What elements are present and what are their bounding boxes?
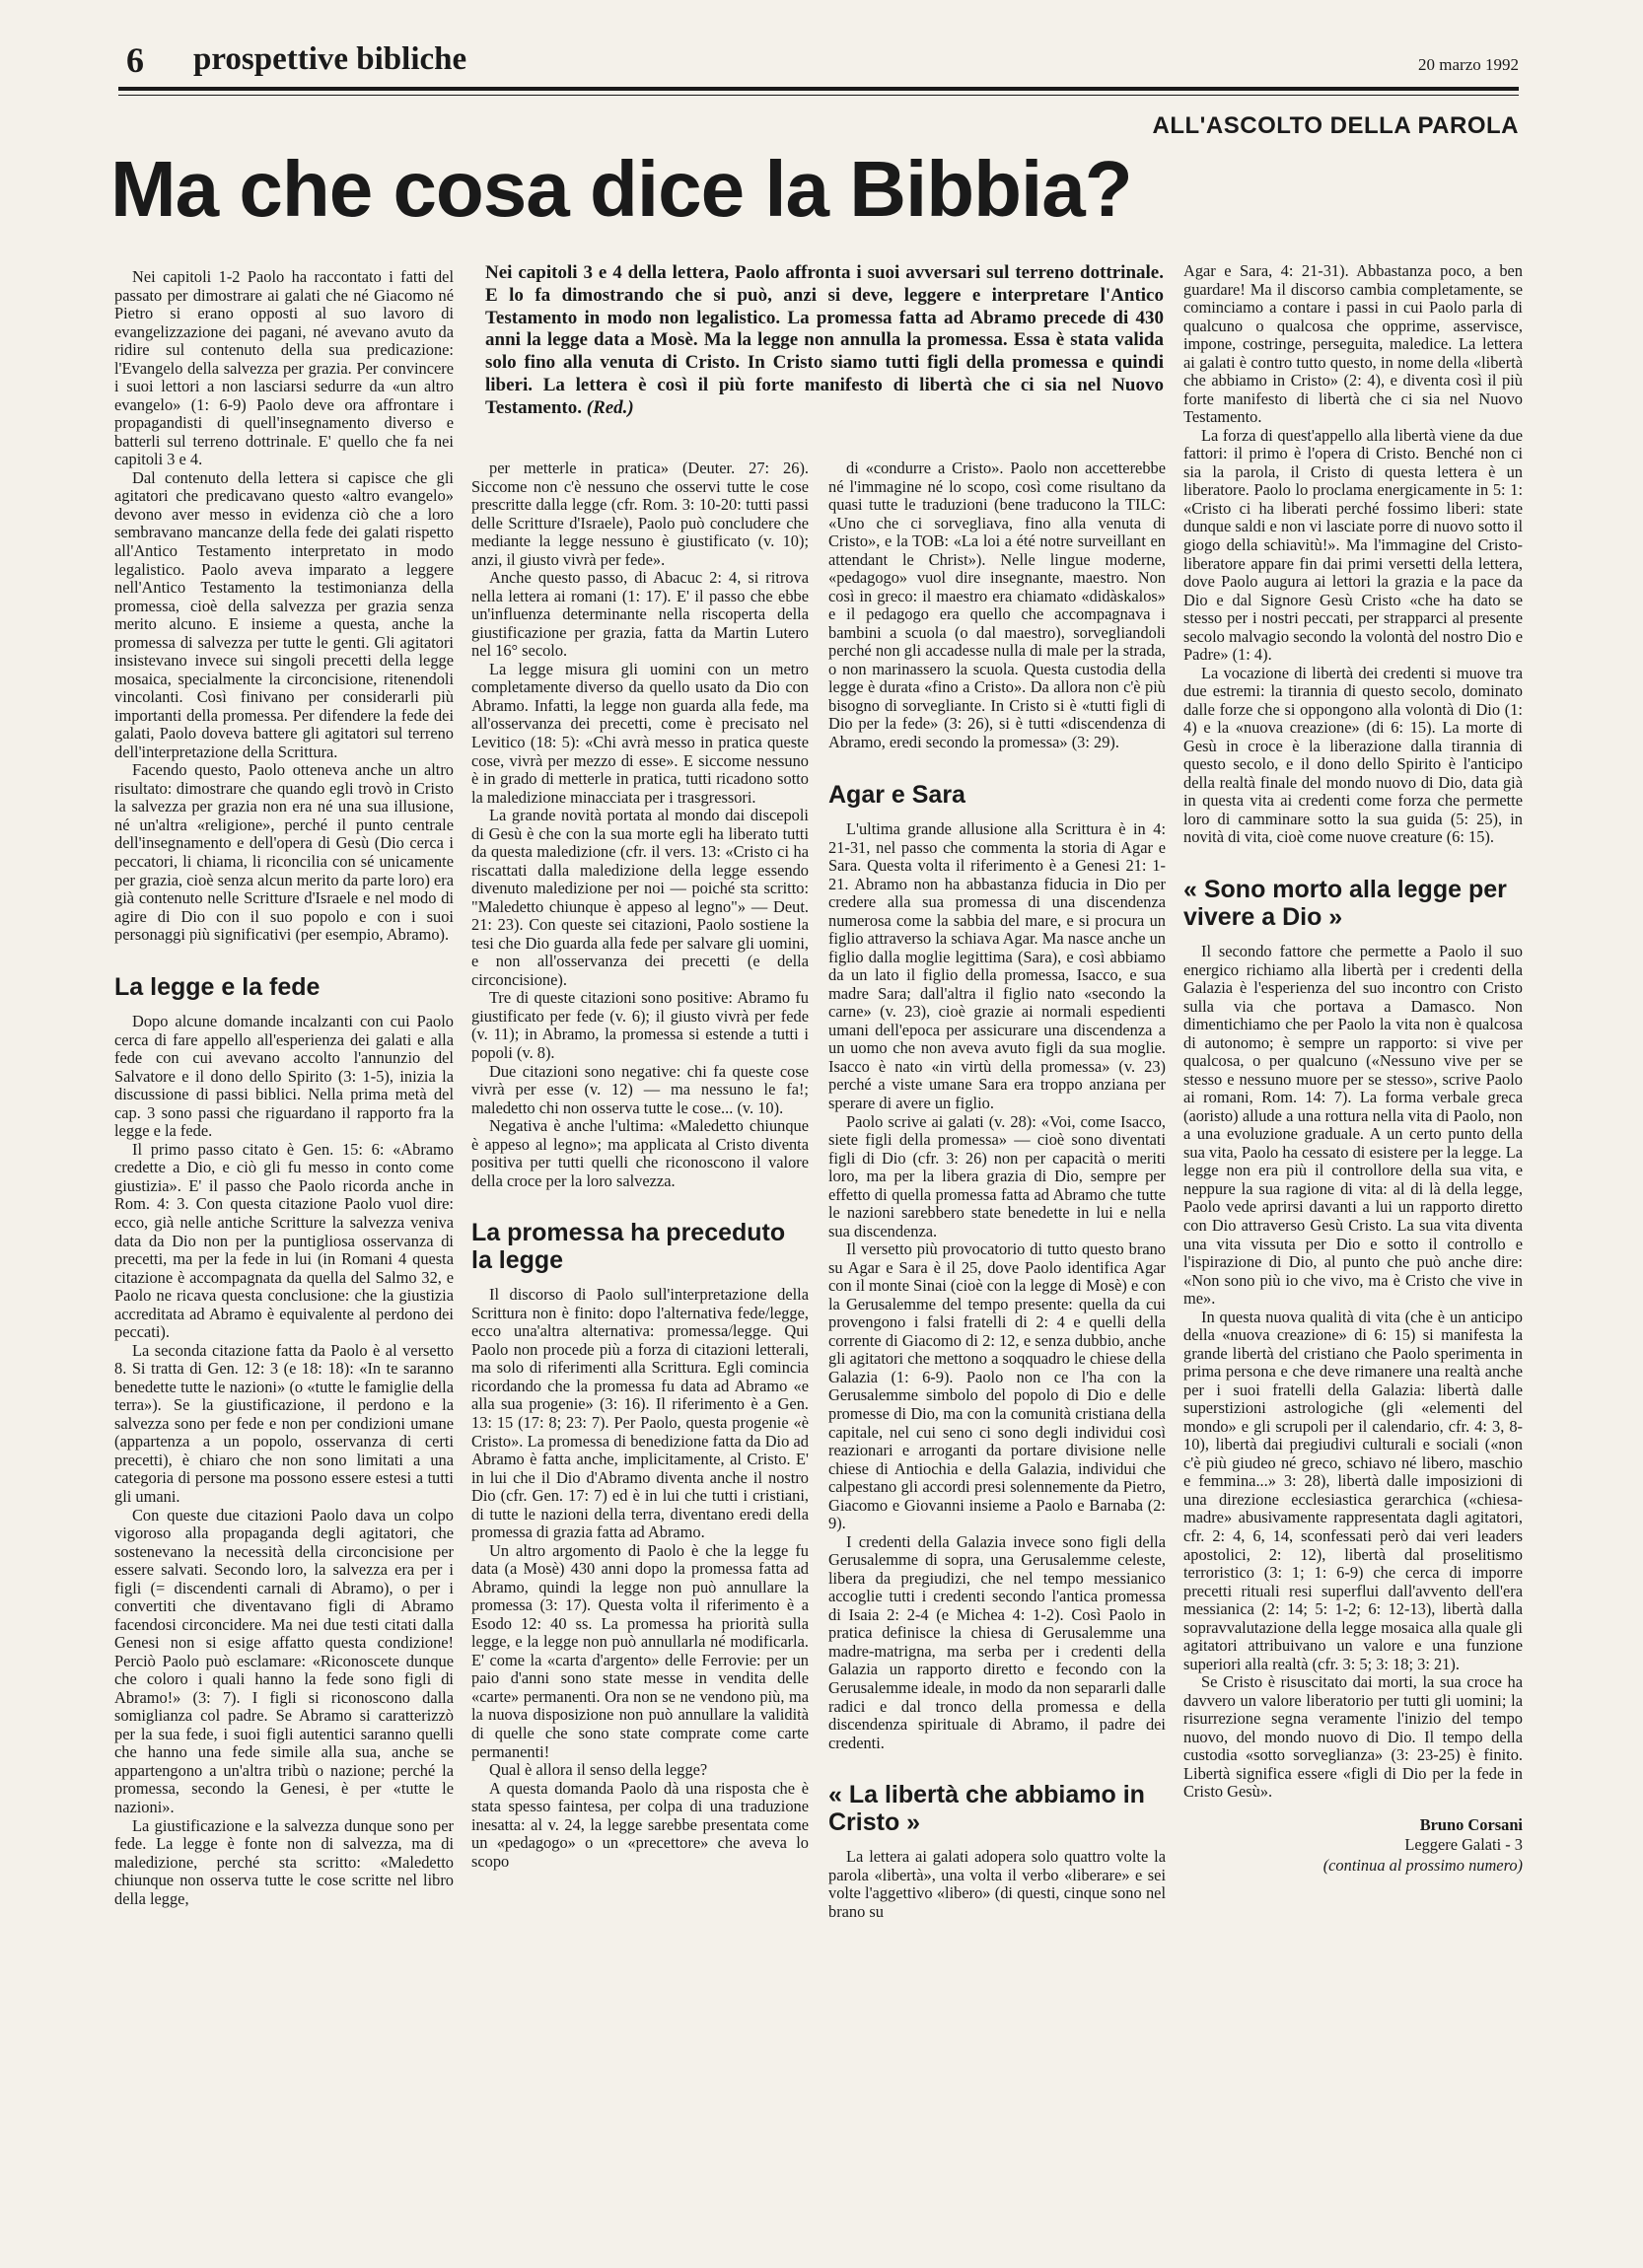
paragraph: Dopo alcune domande incalzanti con cui Paolo cerca di fare appello all'esperienza dei galati e alla fede con cui avevano accolto l'annunzio del Salvatore e il dono dello Spirito (3: 1-5), inizia la discussione di passi biblici. Nella prima metà del cap. 3 sono passi che riguardano il rapporto fra la legge e la fede. [114,1012,454,1141]
lead-credit: (Red.) [586,396,634,418]
paragraph: Tre di queste citazioni sono positive: Abramo fu giustificato per fede (v. 6); il giusto vivrà per fede (v. 11); in Abramo, la promessa si estende a tutti i popoli (v. 8). [471,988,809,1062]
subheading: La legge e la fede [114,972,321,1001]
paragraph: In questa nuova qualità di vita (che è un anticipo della «nuova creazione» di 6: 15) si manifesta la grande libertà del cristiano che Paolo sperimenta in prima persona e che deve rimanere una realtà anche per i suoi fratelli della Galazia: libertà dalle superstizioni astrologiche (gli «elementi del mondo» e gli scrupoli per il calendario, cfr. 4: 3, 8-10), libertà dai pregiudivi culturali e sociali («non c'è più giudeo né greco, schiavo né libero, maschio e femmina...» 3: 28), libertà dalle imposizioni di una direzione ecclesiastica gerarchica («chiesa-madre» abusivamente rappresentata dagli agitatori, cfr. 2: 4, 6, 14, sconfessati però dai veri leaders apostolici, 2: 12), libertà dal proselitismo terroristico (3: 1; 1: 6-9) che cerca di imporre precetti rituali resi superflui dall'avvento dell'era messianica (2: 14; 5: 1-2; 6: 12-13), libertà dalla sopravvalutazione della legge mosaica alla quale gli agitatori attribuivano un valore e una funzione superiori alla realtà (cfr. 3: 5; 3: 18; 3: 21). [1183,1307,1523,1673]
headline: Ma che cosa dice la Bibbia? [110,145,1132,233]
paragraph: Con queste due citazioni Paolo dava un colpo vigoroso alla propaganda degli agitatori, che sostenevano la necessità della circoncisione per essere salvati. Secondo loro, la salvezza era per i figli (= discendenti carnali di Abramo), o per i convertiti che diventavano figli di Abramo facendosi circoncidere. Ma nei due testi citati dalla Genesi non si esige affatto questa condizione! Perciò Paolo può esclamare: «Riconoscete dunque che coloro i quali hanno la fede sono figli di Abramo!» (3: 7). I figli si riconoscono dalla somiglianza col padre. Se Abramo si caratterizzò per la sua fede, i suoi figli autentici saranno quelli che hanno una fede simile alla sua, anche se appartengono a un'altra tribù o nazione; perché la promessa, secondo la Genesi, è per «tutte le nazioni». [114,1505,454,1816]
publication-title: prospettive bibliche [193,41,467,77]
lead-text: Nei capitoli 3 e 4 della lettera, Paolo affronta i suoi avversari sul terreno dottrinale. E lo fa dimostrando che si può, anzi si deve, leggere e interpretare l'Antico Testamento in modo non legalistico. La promessa fatta ad Abramo precede di 430 anni la legge data a Mosè. Ma la legge non annulla la promessa. Essa è stata valida solo fino alla venuta di Cristo. In Cristo siamo tutti figli della promessa e quindi liberi. La lettera è così il più forte manifesto di libertà che ci sia nel Nuovo Testamento. [485,262,1164,418]
paragraph: Agar e Sara, 4: 21-31). Abbastanza poco, a ben guardare! Ma il discorso cambia completamente, se cominciamo a contare i passi in cui Paolo parla di qualcuno o qualcosa che opprime, asservisce, impone, costringe, perseguita, maledice. La lettera ai galati è contro tutto questo, in nome della «libertà che abbiamo in Cristo» (2: 4), e diventa così il più forte manifesto di libertà che ci sia nel Nuovo Testamento. [1183,261,1523,427]
paragraph: Se Cristo è risuscitato dai morti, la sua croce ha davvero un valore liberatorio per tutti gli uomini; la risurrezione segna veramente l'inizio del tempo nuovo, del mondo nuovo di Dio. Il tempo della custodia «sotto sorveglianza» (3: 23-25) è finito. Libertà significa essere «figli di Dio per la fede in Cristo Gesù». [1183,1672,1523,1802]
column-3 [828,460,1166,1921]
paragraph: Nei capitoli 1-2 Paolo ha raccontato i fatti del passato per dimostrare ai galati che né Giacomo né Pietro si erano opposti al suo lavoro di evangelizzazione dei pagani, né avevano avuto da ridire sul contenuto della sua predicazione: l'Evangelo della salvezza per grazia. Per convincere i suoi lettori a non lasciarsi sedurre da «un altro evangelo» (1: 6-9) Paolo deve ora affrontare i propagandisti di quell'insegnamento diverso e batterli sul terreno dottrinale. E' quello che fa nei capitoli 3 e 4. [114,267,454,469]
paragraph: L'ultima grande allusione alla Scrittura è in 4: 21-31, nel passo che commenta la storia di Agar e Sara. Questa volta il riferimento è a Genesi 21: 1-21. Abramo non ha abbastanza fiducia in Dio per credere alla sua promessa di una discendenza numerosa come la sabbia del mare, e si procura un figlio attraverso la schiava Agar. Ma nasce anche un figlio dalla moglie legittima (Sara), e così abbiamo da un lato il figlio della promessa, Isacco, e sua madre Sara; dall'altra il figlio nato «secondo la carne» (v. 23), cioè grazie ai normali espedienti umani dell'epoca per assicurare una discendenza a un uomo che non aveva avuto figli da sua moglie. Isacco è nato «in virtù della promessa» (v. 23) perché a viste umane Sara era troppo anziana per sperare di avere un figlio. [828,819,1166,1112]
column-4 [1183,262,1523,1876]
paragraph: Due citazioni sono negative: chi fa queste cose vivrà per esse (v. 12) — ma nessuno le fa!; maledetto chi non osserva tutte le cose... (v. 10). [471,1061,809,1117]
subheading: « La libertà che abbiamo in Cristo » [828,1781,1145,1836]
issue-date: 20 marzo 1992 [1418,55,1519,74]
paragraph: di «condurre a Cristo». Paolo non accetterebbe né l'immagine né lo scopo, così come risultano da quasi tutte le traduzioni (bene traducono la TILC: «Uno che ci sorvegliava, fino alla venuta di Cristo», e la TOB: «La loi a été notre surveillant en attendant le Christ»). Nelle lingue moderne, «pedagogo» vuol dire insegnante, maestro. Non così in greco: il maestro era chiamato «didàskalos» e il pedagogo era quello che accompagnava i bambini a scuola (o dal maestro), sorvegliandoli perché non gli accadesse nulla di male per la strada, o non marinassero la scuola. Questa custodia della legge è durata «fino a Cristo». Da allora non c'è più bisogno di sorvegliante. In Cristo si è «tutti figli di Dio per la fede» (3: 26), si è tutti «discendenza di Abramo, eredi secondo la promessa» (3: 29). [828,459,1166,751]
paragraph: La vocazione di libertà dei credenti si muove tra due estremi: la tirannia di questo secolo, dominato dalle forze che si oppongono alla volontà di Dio (1: 4) e la «nuova creazione» (di 6: 15). La morte di Gesù in croce è la liberazione dalla tirannia di questo secolo, e il dono dello Spirito è l'anticipo della realtà finale del mondo nuovo di Dio, data già in questa vita ai credenti come forza che permette loro di camminare sotto la sua guida (5: 25), in novità di vita, cioè come nuove creature (6: 15). [1183,663,1523,847]
continued-note: (continua al prossimo numero) [1322,1855,1523,1875]
section-kicker: ALL'ASCOLTO DELLA PAROLA [1152,112,1519,139]
paragraph: La giustificazione e la salvezza dunque sono per fede. La legge è fonte non di salvezza, ma di maledizione, perché sta scritto: «Maledetto chiunque non osserva tutte le cose scritte nel libro della legge, [114,1815,454,1908]
paragraph: Il primo passo citato è Gen. 15: 6: «Abramo credette a Dio, e ciò gli fu messo in conto come giustizia». E' il passo che Paolo ricorda anche in Rom. 4: 3. Con questa citazione Paolo vuol dire: ecco, già nelle antiche Scritture la salvezza veniva data da Dio non per la puntigliosa osservanza di precetti, ma per la fede in lui (in Romani 4 questa citazione è accompagnata da quella del Salmo 32, e Paolo ne ricava questa conclusione: che la giustizia accreditata ad Abramo è equivalente al perdono dei peccati). [114,1139,454,1342]
masthead-rule [118,87,1519,91]
paragraph: La lettera ai galati adopera solo quattro volte la parola «libertà», una volta il verbo «liberare» e sei volte l'aggettivo «libero» (di questi, cinque sono nel brano su [828,1847,1166,1921]
signature-block [1183,1815,1523,1877]
lead-paragraph [485,262,1164,420]
paragraph: Un altro argomento di Paolo è che la legge fu data (a Mosè) 430 anni dopo la promessa fatta ad Abramo, quindi la legge non può annullare la promessa (3: 17). Questa volta il riferimento è a Esodo 12: 40 ss. La promessa ha priorità sulla legge, e la legge non può annullarla né modificarla. E' come la «carta d'argento» delle Ferrovie: per un paio d'anni sono state messe in vendita delle «carte» permanenti. Ora non se ne vendono più, ma la nuova disposizione non può annullare la validità di quelle che sono state comprate come carte permanenti! [471,1540,809,1761]
paragraph: Negativa è anche l'ultima: «Maledetto chiunque è appeso al legno»; ma applicata al Cristo diventa positiva per tutti quelli che riconoscono il valore della croce per la loro salvezza. [471,1116,809,1190]
paragraph: Paolo scrive ai galati (v. 28): «Voi, come Isacco, siete figli della promessa» — cioè sono diventati figli di Dio (cfr. 3: 26) non per capacità o meriti loro, ma per la libera grazia di Dio, sempre per effetto di quella promessa fatta ad Abramo che tutte le nazioni sarebbero state benedette in lui e nella sua discendenza. [828,1111,1166,1240]
paragraph: A questa domanda Paolo dà una risposta che è stata spesso faintesa, per colpa di una traduzione inesatta: al v. 24, la legge sarebbe presentata come un «pedagogo» o un «precettore» che aveva lo scopo [471,1778,809,1871]
page-number: 6 [126,40,144,80]
subheading: La promessa ha preceduto la legge [471,1219,786,1274]
paragraph: Anche questo passo, di Abacuc 2: 4, si ritrova nella lettera ai romani (1: 17). E' il passo che ebbe un'influenza determinante nella riscoperta della giustificazione per grazia, fatta da Martin Lutero nel 16° secolo. [471,568,809,661]
masthead-rule-thin [118,95,1519,96]
paragraph: Il discorso di Paolo sull'interpretazione della Scrittura non è finito: dopo l'alternativa fede/legge, ecco una'altra alternativa: promessa/legge. Qui Paolo non procede più a forza di citazioni letterali, ma solo di riferimenti alla Scrittura. Egli comincia ricordando che la promessa fu data ad Abramo «e alla sua progenie» (3: 16). Il riferimento è a Gen. 13: 15 (17: 8; 23: 7). Per Paolo, questa progenie «è Cristo». La promessa di benedizione fatta da Dio ad Abramo è fatta anche, implicitamente, al Cristo. E' in lui che il Dio d'Abramo diventa anche il nostro Dio (cfr. Gen. 17: 7) ed è in lui che tutti i cristiani, di tutte le nazioni della terra, diventano eredi della promessa di grazia fatta ad Abramo. [471,1285,809,1542]
paragraph: La seconda citazione fatta da Paolo è al versetto 8. Si tratta di Gen. 12: 3 (e 18: 18): «In te saranno benedette tutte le nazioni» (o «tutte le famiglie della terra»). Se la giustificazione, il perdono e la salvezza sono per fede e non per condizioni umane (appartenza a un popolo, osservanza di certi precetti), è chiaro che non sono limitati a una categoria di persone ma possono essere estesi a tutti gli umani. [114,1340,454,1506]
paragraph: La grande novità portata al mondo dai discepoli di Gesù è che con la sua morte egli ha liberato tutti da questa maledizione (cfr. il vers. 13: «Cristo ci ha riscattati dalla maledizione della legge essendo divenuto maledizione per noi — poiché sta scritto: "Maledetto chiunque è appeso al legno"» — Deut. 21: 23). Con queste sei citazioni, Paolo sostiene la tesi che Dio guarda alla fede per salvare gli uomini, e non all'osservanza dei precetti (e della circoncisione). [471,806,809,989]
paragraph: Qual è allora il senso della legge? [489,1760,708,1780]
paragraph: Il versetto più provocatorio di tutto questo brano su Agar e Sara è il 25, dove Paolo identifica Agar con il monte Sinai (cioè con la legge di Mosè) e con la Gerusalemme del tempo presente: quella da cui provengono i falsi fratelli di 2: 4 e quelli della corrente di Giacomo di 2: 12, e senza dubbio, anche gli agitatori che mettono a soqquadro le chiese della Galazia (1: 6-9). Paolo non ce l'ha con la Gerusalemme simbolo del popolo di Dio e delle promesse di Dio, ma con la comunità cristiana della capitale, nel cui seno ci sono degli individui così reazionari e arroganti da portare divisione nelle chiese di Antiochia e della Galazia, individui che calpestano gli accordi presi solennemente da Pietro, Giacomo e Giovanni insieme a Paolo e Barnaba (2: 9). [828,1240,1166,1533]
author-name: Bruno Corsani [1419,1814,1523,1834]
column-1 [114,268,454,1908]
column-2 [471,460,809,1871]
paragraph: La forza di quest'appello alla libertà viene da due fattori: il primo è l'opera di Cristo. Benché non ci sia la parola, il Cristo di questa lettera è un liberatore. Paolo lo proclama energicamente in 5: 1: «Cristo ci ha liberati perché fossimo liberi: state dunque saldi e non vi lasciate porre di nuovo sotto il giogo della schiavitù!». Ma l'immagine del Cristo-liberatore appare fin dai primi versetti della lettera, dove Paolo augura ai lettori la grazia e la pace da Dio e dal Signore Gesù Cristo «che ha dato se stesso per i nostri peccati, per strapparci al presente secolo malvagio secondo la volontà del nostro Dio e Padre» (1: 4). [1183,425,1523,665]
subheading: Agar e Sara [828,780,965,809]
paragraph: I credenti della Galazia invece sono figli della Gerusalemme di sopra, una Gerusalemme celeste, libera da pregiudizi, che nel tempo messianico accoglie tutti i credenti secondo l'antica promessa di Isaia 2: 2-4 (e Michea 4: 1-2). Così Paolo in pratica definisce la chiesa di Gerusalemme una madre-matrigna, ma serba per i credenti della Galazia un rapporto diretto e fecondo con la Gerusalemme ideale, in modo da non separarli dalle radici e dal tronco della promessa e della discendenza spirituale di Abramo, il padre dei credenti. [828,1531,1166,1752]
masthead [118,35,1519,87]
subheading: « Sono morto alla legge per vivere a Dio » [1183,876,1507,931]
paragraph: Il secondo fattore che permette a Paolo il suo energico richiamo alla libertà per i credenti della Galazia è l'esperienza del suo incontro con Cristo sulla via che portava a Damasco. Non dimentichiamo che per Paolo la vita non è qualcosa di autonomo; è sempre un rapporto: si vive per qualcosa, o per qualcuno («Nessuno vive per se stesso e nessuno muore per se stesso», scrive Paolo ai romani, Rom. 14: 7). La forma verbale greca (aoristo) allude a una rottura nella vita di Paolo, non a una evoluzione graduale. A un certo punto della sua vita, Paolo ha cessato di esistere per la legge. La legge non era più il controllore della sua vita, e neppure la sua ragione di vita: al di là della legge, Paolo vede aprirsi davanti a lui un rapporto diretto con Dio attraverso Gesù Cristo. La sua vita diventa una vita vissuta per Dio e sotto il controllo e l'ispirazione di Dio, al punto che può anche dire: «Non sono più io che vivo, ma è Cristo che vive in me». [1183,942,1523,1309]
paragraph: Dal contenuto della lettera si capisce che gli agitatori che predicavano questo «altro evangelo» devono aver messo in evidenza ciò che a loro sembravano mancanze della fede dei galati rispetto all'Antico Testamento interpretato in modo legalistico. Paolo aveva imparato a leggere nell'Antico Testamento la testimonianza della promessa, cioè della salvezza per grazia senza merito alcuno. E insieme a questa, anche la promessa di salvezza per tutte le genti. Gli agitatori insistevano invece sui singoli precetti della legge mosaica, specialmente la circoncisione, ritenendoli vincolanti. Così finivano per considerarli più importanti della promessa. Per difendere la fede dei galati, Paolo doveva battere gli agitatori sul terreno dell'interpretazione della Scrittura. [114,467,454,761]
series-label: Leggere Galati - 3 [1404,1835,1523,1855]
paragraph: per metterle in pratica» (Deuter. 27: 26). Siccome non c'è nessuno che osservi tutte le cose prescritte dalla legge (cfr. Rom. 3: 10-20: tutti passi delle Scritture d'Israele), Paolo può concludere che mediante la legge nessuno è giustificato (v. 10); anzi, il giusto vivrà per fede». [471,459,809,569]
paragraph: Facendo questo, Paolo otteneva anche un altro risultato: dimostrare che quando egli trovò in Cristo la salvezza per grazia non era né una sua illusione, né un'altra «religione», perché il punto centrale dell'insegnamento e dell'opera di Gesù (Dio cerca i peccatori, li chiama, li riconcilia con sé unicamente per grazia, cioè senza alcun merito da parte loro) era già contenuto nelle Scritture d'Israele e nel modo di agire di Dio con il suo popolo e con i suoi personaggi più significativi (per esempio, Abramo). [114,760,455,945]
paragraph: La legge misura gli uomini con un metro completamente diverso da quello usato da Dio con Abramo. Infatti, la legge non guarda alla fede, ma all'osservanza dei precetti, come è precisato nel Levitico (18: 5): «Chi avrà messo in pratica queste cose, vivrà per mezzo di esse». E siccome nessuno è in grado di metterle in pratica, tutti ricadono sotto la maledizione minacciata per i trasgressori. [471,659,809,807]
